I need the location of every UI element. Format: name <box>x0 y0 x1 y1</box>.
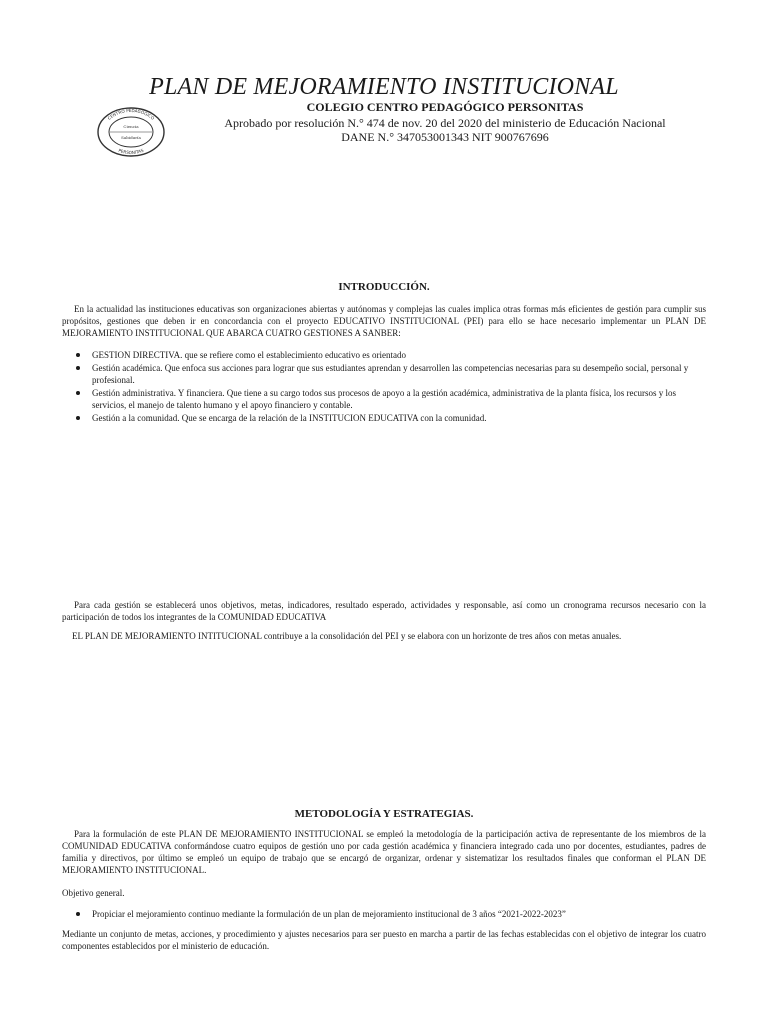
resolution-line: Aprobado por resolución N.° 474 de nov. 20 del 2020 del ministerio de Educación Nacional <box>224 116 666 130</box>
list-item: Propiciar el mejoramiento continuo mediante la formulación de un plan de mejoramiento institucional de 3 años “2021-2022-2023” <box>62 908 706 921</box>
list-item: Gestión académica. Que enfoca sus acciones para lograr que sus estudiantes aprendan y desarrollen las competencias necesarias para su desempeño social, personal y profesional. <box>62 362 706 387</box>
objective-label: Objetivo general. <box>62 888 125 898</box>
introduccion-paragraph: En la actualidad las instituciones educativas son organizaciones abiertas y autónomas y complejas las cuales implica otras formas más eficientes de gestión para cumplir sus propósitos, gestiones que deben ir en concordancia con el proyecto EDUCATIVO INSTITUCIONAL (PEI) para ello se hace necesario implementar un PLAN DE MEJORAMIENTO INSTITUCIONAL QUE ABARCA CUATRO GESTIONES A SANBER: <box>62 304 706 338</box>
seal-center-bottom-text: Sabiduría <box>121 135 141 140</box>
school-name: COLEGIO CENTRO PEDAGÓGICO PERSONITAS <box>306 100 584 114</box>
gestion-paragraph: Para cada gestión se establecerá unos objetivos, metas, indicadores, resultado esperado, actividades y responsable, así como un cronograma recursos necesario con la participación de todos los integrantes de la COMUNIDAD EDUCATIVA <box>62 600 706 622</box>
school-seal-logo <box>96 106 166 158</box>
svg-text:CENTRO PEDAGOGICO <box>107 108 156 121</box>
gestiones-list <box>62 349 706 424</box>
introduccion-heading: INTRODUCCIÓN. <box>338 281 430 293</box>
bullet-icon <box>76 366 80 370</box>
document-title: PLAN DE MEJORAMIENTO INSTITUCIONAL <box>149 74 619 100</box>
bullet-icon <box>76 416 80 420</box>
list-item: GESTION DIRECTIVA. que se refiere como el establecimiento educativo es orientado <box>62 349 706 362</box>
bullet-icon <box>76 353 80 357</box>
seal-ring-bottom-text: PERSONITAS <box>117 147 145 156</box>
header-info <box>190 100 700 144</box>
seal-center-top-text: Ciencia <box>123 124 139 129</box>
metodologia-paragraph: Para la formulación de este PLAN DE MEJORAMIENTO INSTITUCIONAL se empleó la metodología de la participación activa de representante de los miembros de la COMUNIDAD EDUCATIVA conformándose cuatro equipos de gestión uno por cada gestión académica y financiera integrado cada uno por docentes, estudiantes, padres de familia y directivos, por último se empleó un equipo de trabajo que se encargó de organizar, ordenar y sistematizar los resultados finales que conforman el PLAN DE MEJORAMIENTO INSTITUCIONAL. <box>62 829 706 875</box>
dane-line: DANE N.° 347053001343 NIT 900767696 <box>341 130 549 144</box>
bullet-icon <box>76 391 80 395</box>
bullet-icon <box>76 912 80 916</box>
svg-text:PERSONITAS <box>118 148 145 155</box>
objective-list <box>62 908 706 921</box>
list-item: Gestión administrativa. Y financiera. Que tiene a su cargo todos sus procesos de apoyo a la gestión académica, administrativa de la planta física, los recursos y los servicios, el manejo de talento humano y el apoyo financiero y contable. <box>62 387 706 412</box>
plan-contribution-paragraph: EL PLAN DE MEJORAMIENTO INTITUCIONAL contribuye a la consolidación del PEI y se elabora con un horizonte de tres años con metas anuales. <box>72 631 622 641</box>
closing-paragraph: Mediante un conjunto de metas, acciones, y procedimiento y ajustes necesarios para ser puesto en marcha a partir de las fechas establecidas con el objetivo de integrar los cuatro componentes establecidos por el ministerio de educación. <box>62 929 706 951</box>
metodologia-heading: METODOLOGÍA Y ESTRATEGIAS. <box>294 808 474 820</box>
list-item: Gestión a la comunidad. Que se encarga de la relación de la INSTITUCION EDUCATIVA con la comunidad. <box>62 412 706 425</box>
seal-ring-top-text: CENTRO PEDAGOGICO <box>106 107 156 121</box>
